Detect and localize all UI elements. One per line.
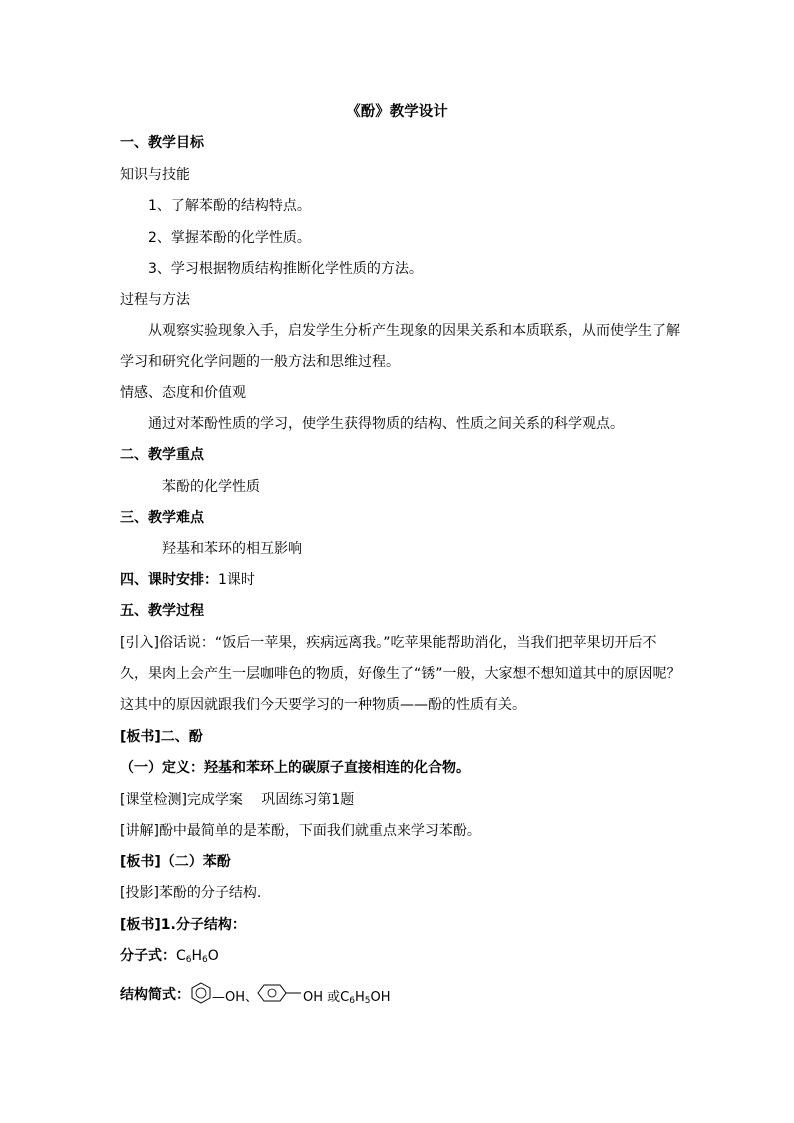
document-title: 《酚》教学设计 — [346, 104, 448, 120]
board-note-1: [板书]二、酚 — [120, 729, 203, 745]
formula-label: 分子式： — [120, 948, 176, 964]
section-4 — [120, 571, 255, 589]
explanation-text: 酚中最简单的是苯酚，下面我们就重点来学习苯酚。 — [158, 823, 481, 839]
projection-text: 苯酚的分子结构. — [158, 885, 262, 901]
section-5-heading: 五、教学过程 — [120, 603, 204, 619]
explanation — [120, 822, 481, 840]
section-2-heading: 二、教学重点 — [120, 447, 204, 463]
section-3-heading: 三、教学难点 — [120, 510, 204, 526]
formula-c: C — [176, 948, 186, 964]
formula-c-sub: 6 — [185, 955, 192, 965]
intro-line-1 — [120, 634, 656, 652]
struct-oh-2-text: OH 或C — [303, 990, 350, 1005]
board-note-3: [板书]1.分子结构： — [120, 917, 246, 933]
process-text-line-2: 学习和研究化学问题的一般方法和思维过程。 — [120, 354, 400, 370]
projection-tag: [投影] — [120, 885, 159, 901]
class-check-tag: [课堂检测] — [120, 792, 187, 808]
formula-o: O — [207, 948, 219, 964]
struct-oh-1: —OH、 — [212, 990, 259, 1005]
process-text-line-1: 从观察实验现象入手，启发学生分析产生现象的因果关系和本质联系，从而使学生了解 — [148, 323, 680, 339]
formula-h-sub: 6 — [202, 955, 208, 965]
intro-line-3: 这其中的原因就跟我们今天要学习的一种物质——酚的性质有关。 — [120, 697, 526, 713]
section-4-heading: 四、课时安排： — [120, 572, 218, 588]
struct-end: OH — [370, 990, 391, 1005]
board-note-2: [板书]（二）苯酚 — [120, 854, 231, 870]
knowledge-label: 知识与技能 — [120, 167, 190, 183]
attitude-text: 通过对苯酚性质的学习，使学生获得物质的结构、性质之间关系的科学观点。 — [148, 416, 624, 432]
intro-text: 俗话说：“饭后一苹果，疾病远离我。”吃苹果能帮助消化，当我们把苹果切开后不 — [158, 635, 657, 651]
projection — [120, 884, 261, 902]
intro-tag: [引入] — [120, 635, 159, 651]
section-1-heading: 一、教学目标 — [120, 135, 204, 151]
knowledge-item: 1、了解苯酚的结构特点。 — [148, 198, 311, 214]
benzene-ring-icon — [190, 982, 212, 1004]
attitude-label: 情感、态度和价值观 — [120, 385, 246, 401]
class-check-text: 完成学案 巩固练习第1题 — [186, 792, 355, 808]
struct-c-sub: 6 — [349, 996, 355, 1006]
molecular-formula — [120, 947, 219, 969]
knowledge-item: 2、掌握苯酚的化学性质。 — [148, 230, 311, 246]
class-check — [120, 791, 354, 809]
benzene-ring-flat-icon — [256, 982, 302, 1004]
explanation-tag: [讲解] — [120, 823, 159, 839]
process-label: 过程与方法 — [120, 292, 190, 308]
definition: （一）定义：羟基和苯环上的碳原子直接相连的化合物。 — [120, 760, 470, 776]
section-2-text: 苯酚的化学性质 — [162, 479, 260, 495]
intro-line-2: 久，果肉上会产生一层咖啡色的物质，好像生了“锈”一般，大家想不想知道其中的原因呢？ — [120, 666, 681, 682]
section-4-value: 1课时 — [218, 572, 255, 588]
struct-h-sub: 5 — [364, 996, 371, 1006]
knowledge-item: 3、学习根据物质结构推断化学性质的方法。 — [148, 261, 423, 277]
struct-label: 结构简式： — [120, 987, 190, 1003]
struct-h: H — [354, 990, 365, 1005]
struct-oh-2 — [303, 986, 390, 1006]
formula-h: H — [191, 948, 203, 964]
section-3-text: 羟基和苯环的相互影响 — [162, 541, 302, 557]
